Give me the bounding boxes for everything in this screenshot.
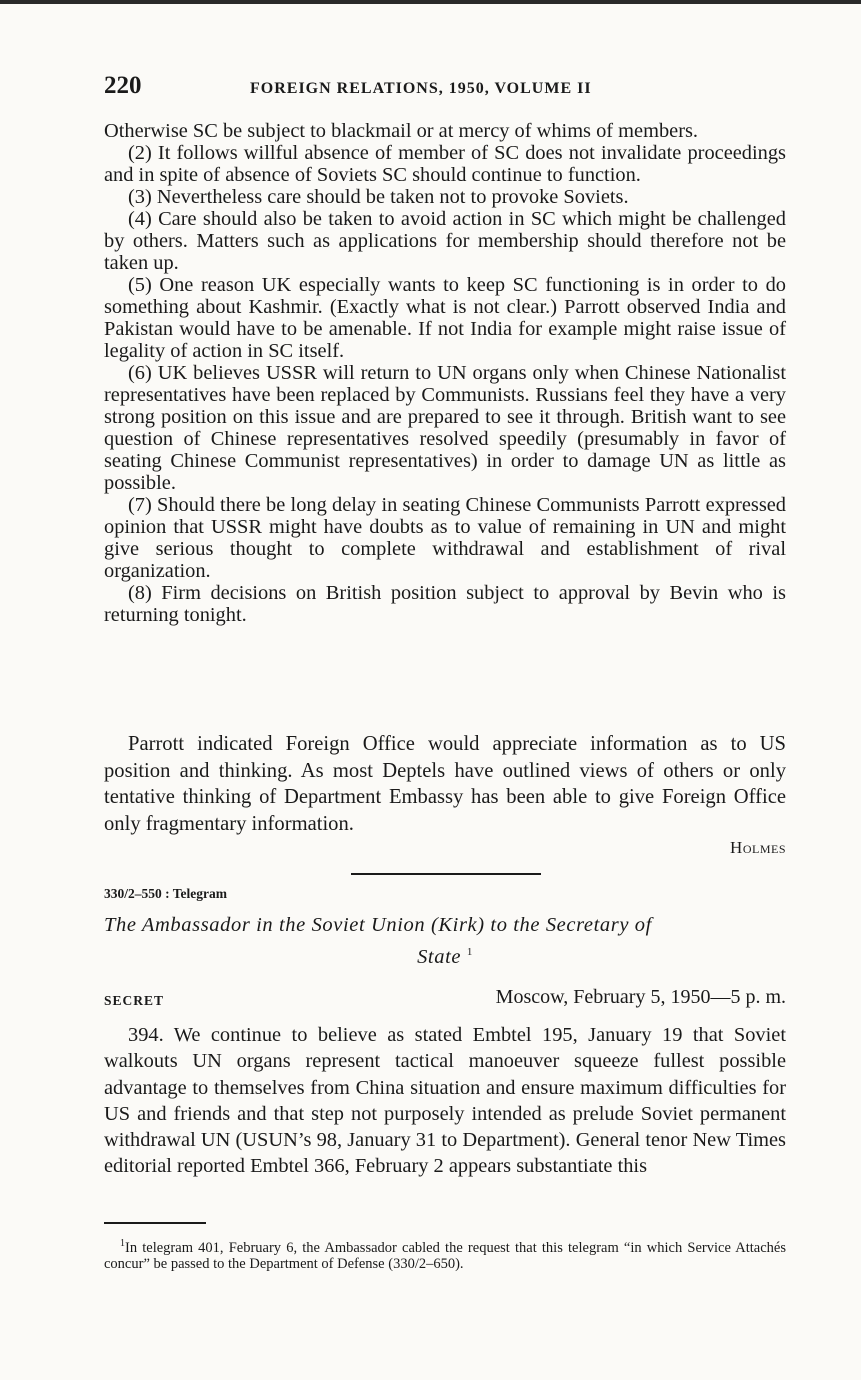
paragraph-point-2: (2) It follows willful absence of member of SC does not invalidate proceedings and in spite of absence of Soviets SC should continue to function. — [104, 142, 786, 186]
paragraph-point-6: (6) UK believes USSR will return to UN organs only when Chinese Nationalist representatives have been replaced by Communists. Russians feel they have a very strong position on this issue and are prepared to see it through. British want to see question of Chinese representatives resolved speedily (presumably in favor of seating Chinese Communist representatives) in order to damage UN as little as possible. — [104, 362, 786, 494]
paragraph-continued: Otherwise SC be subject to blackmail or at mercy of whims of members. — [104, 120, 699, 142]
closing-paragraph: Parrott indicated Foreign Office would appreciate information as to US position and thinking. As most Deptels have outlined views of others or only tentative thinking of Department Embassy has been able to give Foreign Office only fragmentary information. — [104, 733, 786, 835]
paragraph-point-7: (7) Should there be long delay in seating Chinese Communists Parrott expressed opinion that USSR might have doubts as to value of remaining in UN and might give serious thought to complete withdrawal and establishment of rival organization. — [104, 494, 786, 582]
classification-label: SECRET — [104, 993, 165, 1008]
closing-section — [104, 731, 786, 837]
footnote — [104, 1236, 786, 1273]
section-divider — [351, 873, 541, 875]
page-header — [104, 72, 786, 104]
document-title-line-2 — [104, 939, 786, 971]
continued-telegram-text — [104, 120, 786, 626]
document-title-line-2-text: State — [417, 945, 462, 968]
paragraph-point-8: (8) Firm decisions on British position subject to approval by Bevin who is returning tonight. — [104, 582, 786, 626]
footnote-rule — [104, 1222, 206, 1224]
top-edge-rule — [0, 0, 861, 4]
telegram-body — [104, 1022, 786, 1180]
document-title-line-1: The Ambassador in the Soviet Union (Kirk) to the Secretary of — [104, 914, 652, 936]
signature: Holmes — [730, 838, 786, 857]
paragraph-point-3: (3) Nevertheless care should be taken not to provoke Soviets. — [128, 186, 629, 208]
file-reference: 330/2–550 : Telegram — [104, 886, 227, 901]
page-number: 220 — [104, 72, 142, 99]
paragraph-point-5: (5) One reason UK especially wants to keep SC functioning is in order to do something about Kashmir. (Exactly what is not clear.) Parrott observed India and Pakistan would have to be amenable. If not India for example might raise issue of legality of action in SC itself. — [104, 274, 786, 362]
document-title — [104, 912, 786, 971]
running-head: FOREIGN RELATIONS, 1950, VOLUME II — [250, 80, 592, 97]
footnote-reference: 1 — [466, 946, 473, 958]
footnote-text: In telegram 401, February 6, the Ambassador cabled the request that this telegram “in which Service Attachés concur” be passed to the Department of Defense (330/2–650). — [104, 1239, 786, 1273]
telegram-paragraph: 394. We continue to believe as stated Embtel 195, January 19 that Soviet walkouts UN organs represent tactical manoeuver squeeze fullest possible advantage to themselves from China situation and ensure maximum difficulties for US and friends and that step not purposely intended as prelude Soviet permanent withdrawal UN (USUN’s 98, January 31 to Department). General tenor New Times editorial reported Embtel 366, February 2 appears substantiate this — [104, 1024, 786, 1178]
footnote-marker: 1 — [120, 1238, 125, 1249]
paragraph-point-4: (4) Care should also be taken to avoid action in SC which might be challenged by others. Matters such as applications for membership should therefore not be taken up. — [104, 208, 786, 274]
dateline: Moscow, February 5, 1950—5 p. m. — [495, 986, 786, 1008]
